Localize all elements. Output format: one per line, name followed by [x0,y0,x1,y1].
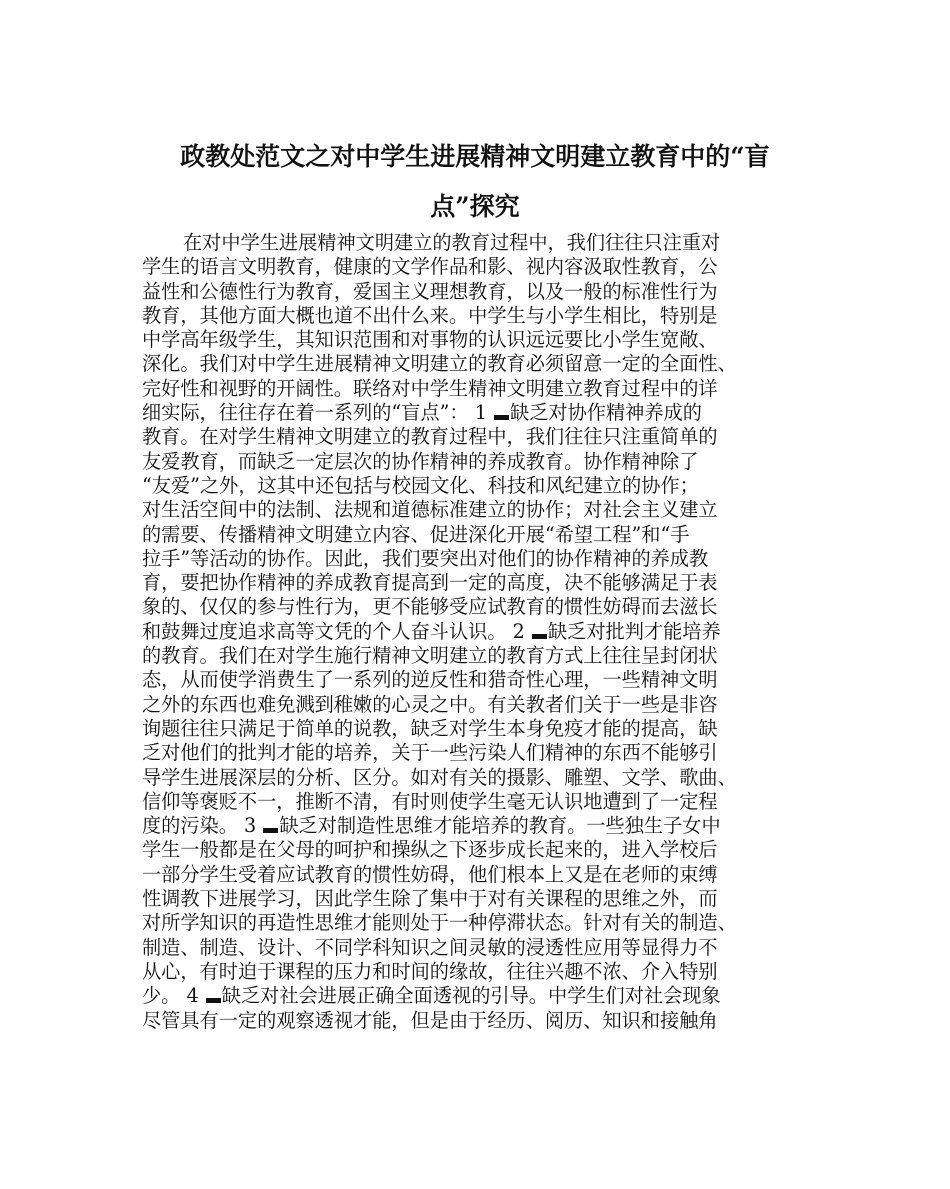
list-marker-icon [494,415,509,420]
body-line: 在对中学生进展精神文明建立的教育过程中，我们往往只注重对 [183,231,721,254]
body-line: 象的、仅仅的参与性行为，更不能够受应试教育的惯性妨碍而去滋长 [142,595,718,619]
body-line: 中学高年级学生，其知识范围和对事物的认识远远要比小学生宽敞、 [142,328,718,352]
body-line: “友爱”之外，这其中还包括与校园文化、科技和风纪建立的协作； [142,473,699,497]
body-line: 的教育。我们在对学生施行精神文明建立的教育方式上往往呈封闭状 [142,644,718,668]
body-line: 友爱教育，而缺乏一定层次的协作精神的养成教育。协作精神除了 [142,449,699,473]
body-line-text: 缺乏对社会进展正确全面透视的引导。中学生们对社会现象 [221,984,721,1008]
body-line: 教育。在对学生精神文明建立的教育过程中，我们往往只注重简单的 [142,425,718,449]
body-line: 学生的语言文明教育，健康的文学作品和影、视内容汲取性教育，公 [142,255,718,279]
body-line-text: 缺乏对批判才能培养 [547,619,721,643]
body-line-text: 少。 4 [142,984,205,1008]
body-line: 询题往往只满足于简单的说教，缺乏对学生本身免疫才能的提高，缺 [142,716,718,740]
body-line: 教育，其他方面大概也道不出什么来。中学生与小学生相比，特别是 [142,303,718,327]
body-line: 育，要把协作精神的养成教育提高到一定的高度，决不能够满足于表 [142,571,718,595]
document-body [142,231,812,1033]
body-line: 对生活空间中的法制、法规和道德标准建立的协作；对社会主义建立 [142,498,718,522]
body-line: 尽管具有一定的观察透视才能，但是由于经历、阅历、知识和接触角 [142,1008,718,1032]
body-line: 从心，有时迫于课程的压力和时间的缘故，往往兴趣不浓、介入特别 [142,959,718,983]
body-line-text: 和鼓舞过度追求高等文凭的个人奋斗认识。 2 [142,619,531,643]
body-line [142,984,812,1008]
body-line-text: 缺乏对制造性思维才能培养的教育。一些独生子女中 [279,814,721,838]
body-line [142,814,812,838]
body-line: 性调教下进展学习，因此学生除了集中于对有关课程的思维之外，而 [142,887,718,911]
body-line: 乏对他们的批判才能的培养，关于一些污染人们精神的东西不能够引 [142,741,718,765]
body-line-text: 细实际，往往存在着一系列的“盲点”： 1 [142,401,494,425]
body-line-text: 缺乏对协作精神养成的 [510,401,702,425]
body-line: 之外的东西也难免溅到稚嫩的心灵之中。有关教者们关于一些是非咨 [142,692,718,716]
body-line: 拉手”等活动的协作。因此，我们要突出对他们的协作精神的养成教 [142,546,709,570]
body-line: 益性和公德性行为教育，爱国主义理想教育，以及一般的标准性行为 [142,279,718,303]
body-line: 的需要、传播精神文明建立内容、促进深化开展“希望工程”和“手 [142,522,690,546]
list-marker-icon [532,634,547,639]
body-line [142,401,812,425]
body-line: 深化。我们对中学生进展精神文明建立的教育必须留意一定的全面性、 [142,352,737,376]
body-line-text: 度的污染。 3 [142,814,263,838]
list-marker-icon [263,828,278,833]
body-line [142,620,812,644]
body-line: 完好性和视野的开阔性。联络对中学生精神文明建立教育过程中的详 [142,376,718,400]
body-line: 对所学知识的再造性思维才能则处于一种停滞状态。针对有关的制造、 [142,911,737,935]
body-line: 导学生进展深层的分析、区分。如对有关的摄影、雕塑、文学、歌曲、 [142,765,737,789]
body-line: 学生一般都是在父母的呵护和操纵之下逐步成长起来的，进入学校后 [142,838,718,862]
document-title [130,132,820,232]
title-line-2: 点”探究 [430,192,520,221]
body-line: 制造、制造、设计、不同学科知识之间灵敏的浸透性应用等显得力不 [142,935,718,959]
title-line-1: 政教处范文之对中学生进展精神文明建立教育中的“盲 [180,142,770,171]
body-line: 信仰等褒贬不一，推断不清，有时则使学生毫无认识地遭到了一定程 [142,789,718,813]
body-line: 一部分学生受着应试教育的惯性妨碍，他们根本上又是在老师的束缚 [142,862,718,886]
list-marker-icon [206,998,221,1003]
body-line: 态，从而使学消费生了一系列的逆反性和猎奇性心理，一些精神文明 [142,668,718,692]
